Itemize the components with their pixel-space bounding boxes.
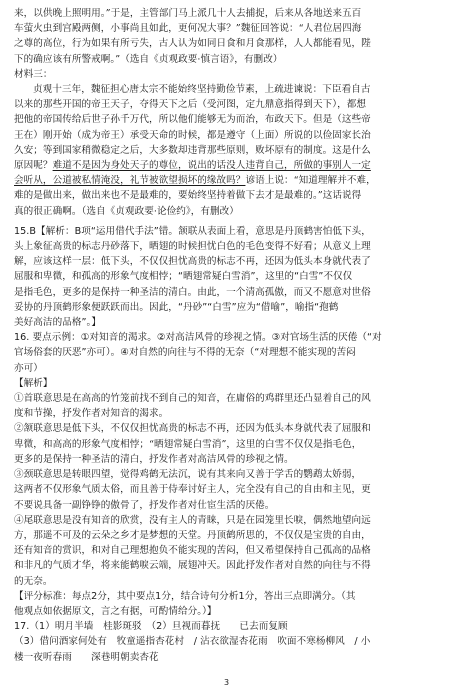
answer-17 (14, 619, 439, 665)
text-line: 解，应该这样一层：低下头，不仅仅担忧高贵的标志不再，还因为低头本身就代表了 (14, 256, 371, 268)
scoring-standard: 【评分标准：每点2分，其中要点1分，结合诗句分析1分，答出三点即满分。（其 (14, 590, 356, 602)
underlined-sentence: 会听从，公道被私情淹没，礼节被欲望损坏的缘故吗？ (14, 175, 246, 187)
text-line: ①首联意思是在高高的竹笼前找不到自己的知音，在庸俗的鸡群里还凸显着自己的风 (14, 393, 371, 405)
text-span: 谚语上说：“知道理解并不难， (245, 175, 376, 187)
text-line: 真的很正确啊。（选自《贞观政要·论俭约》，有删改） (14, 205, 239, 217)
text-line: 贞观十三年，魏征担心唐太宗不能始终坚持勤俭节素，上疏进谏说：下臣看自古 (33, 84, 371, 96)
text-line: 把他的帝国传给后世子孙千万代，所以他们能够无为而治，布政天下。但是（这些帝 (14, 114, 371, 126)
underlined-sentence: 难道不是因为身处天子的尊位，说出的话没人违背自己，所做的事别人一定 (52, 160, 371, 172)
text-line: 卑微，和高高的形象气度相悖；“晒翅常疑白雪消”，这里的白雪不仅仅是指毛色， (14, 438, 362, 450)
text-line: ②颔联意思是低下头，不仅仅担忧高贵的标志不再，还因为低头本身就代表了屈服和 (14, 423, 371, 435)
text-line: 来，以供晚上照明用。”于是，主管部门马上派几十人去捕捉，后来从各地送来五百 (14, 8, 362, 19)
document-page (14, 6, 439, 665)
text-line: 屈服和卑微，和孤高的形象气度相悖；“晒翅常疑白雪消”，这里的“白雪”不仅仅 (14, 271, 353, 283)
text-line: ③颈联意思是转眼四望，觉得鸡鹤无法沉，说有其来向又善于学舌的鹦鹉太娇弱， (14, 469, 362, 481)
text-line: 16. 要点示例：①对知音的渴求。②对高洁风骨的珍视之情。③对官场生活的厌倦（“对 (14, 332, 382, 344)
text-line: 15.B【解析：B项“运用借代手法”错。颔联从表面上看，意思是丹顶鹤害怕低下头， (14, 225, 371, 237)
passage-top (14, 6, 439, 67)
text-line: 楼一夜听春雨 深巷明朝卖杏花 (14, 651, 159, 663)
text-line: 还有知音的赏识，和对自己理想抱负不能实现的苦闷，但又希望保持自己孤高的品格 (14, 545, 371, 557)
text-line: 妥协的丹顶鹤形象便跃跃而出。因此，“丹砂”“白雪”应为“借喻”，喻指“孢鹤 (14, 301, 339, 313)
answer-15 (14, 224, 439, 330)
text-line: 更多的是保持一种圣洁的清白，抒发作者对高洁风骨的珍视之情。 (14, 453, 294, 465)
answer-16 (14, 330, 439, 619)
text-line: ④尾联意思是没有知音的欣赏，没有主人的青睐，只是在园笼里长唳，偶然地望向远 (14, 514, 371, 526)
text-line: 车萤火虫到宫殿两侧，小事尚且如此，更何况大事？”魏征回答说：“人君位居四海 (14, 23, 362, 35)
text-line (14, 158, 439, 173)
text-line: 方，那遥不可及的云朵之乡才是梦想的天堂。丹顶鹤所思的，不仅仅是宝贵的自由， (14, 529, 371, 541)
text-line: 不要说具备一副铮铮的傲骨了，抒发作者对仕宦生活的厌倦。 (14, 499, 275, 511)
text-line: 之尊的高位，行为如果有所亏失，古人认为如同日食和月食那样，人人都能看见，陛 (14, 38, 371, 50)
text-line (14, 173, 439, 188)
text-line: 下的确应该有所警戒啊。”（选自《贞观政要·慎言语》，有删改） (14, 53, 283, 65)
text-line: 久安；等到国家稍微稳定之后，大多数却违背那些原则，败坏原有的制度。这是什么 (14, 144, 371, 156)
text-line: 官场俗套的厌恶”亦可）。④对自然的向往与不得的无奈（“对理想不能实现的苦闷 (14, 347, 356, 359)
text-line: 美好高洁的品格”。】 (14, 317, 102, 329)
text-line: 难的是做出来，做出来也不是最难的，要始终坚持着做下去才是最难的。”这话说得 (14, 190, 362, 202)
text-line: 这两者不仅形象气质太俗，而且善于侍奉讨好主人，完全没有自己的自由和主见，更 (14, 484, 371, 496)
text-line: 和非凡的气质才华，将来能鹤唳云端，展翅冲天。因此抒发作者对自然的向往与不得 (14, 560, 371, 572)
text-line: 是指毛色，更多的是保持一种圣洁的清白。由此，一个清高孤傲，而又不愿意对世俗 (14, 286, 371, 298)
text-span: 原因呢？ (14, 160, 53, 172)
material3-title: 材料三： (14, 68, 53, 80)
scoring-standard: 他观点如依据原文，言之有据，可酌情给分。）】 (14, 605, 217, 617)
text-line: 的无奈。 (14, 575, 53, 587)
text-line: 头上象征高贵的标志丹砂落下，晒翅的时候担忧白色的毛色变得不好看；从意义上理 (14, 241, 371, 253)
text-line: 度和节操，抒发作者对知音的渴求。 (14, 408, 169, 420)
text-line: 王在）刚开始（成为帝王）承受天命的时候，都是遵守（上面）所说的以俭固家长治 (14, 129, 371, 141)
text-line: 亦可） (14, 362, 43, 374)
page-number: 3 (223, 678, 230, 687)
text-line: （3）借问酒家何处有 牧童遥指杏花村 / 沾衣欲湿杏花雨 吹面不寒杨柳风 / 小 (14, 636, 371, 648)
material3-passage (14, 82, 439, 219)
text-line: 以来的那些开国的帝王天子，夺得天下之后（受河图，定九鼎意指得到天下），都想 (14, 99, 367, 111)
text-line: 17.（1）明月半墙 桂影斑驳 （2）旦视而暮抚 已去而复顾 (14, 621, 288, 633)
analysis-title: 【解析】 (14, 377, 53, 389)
